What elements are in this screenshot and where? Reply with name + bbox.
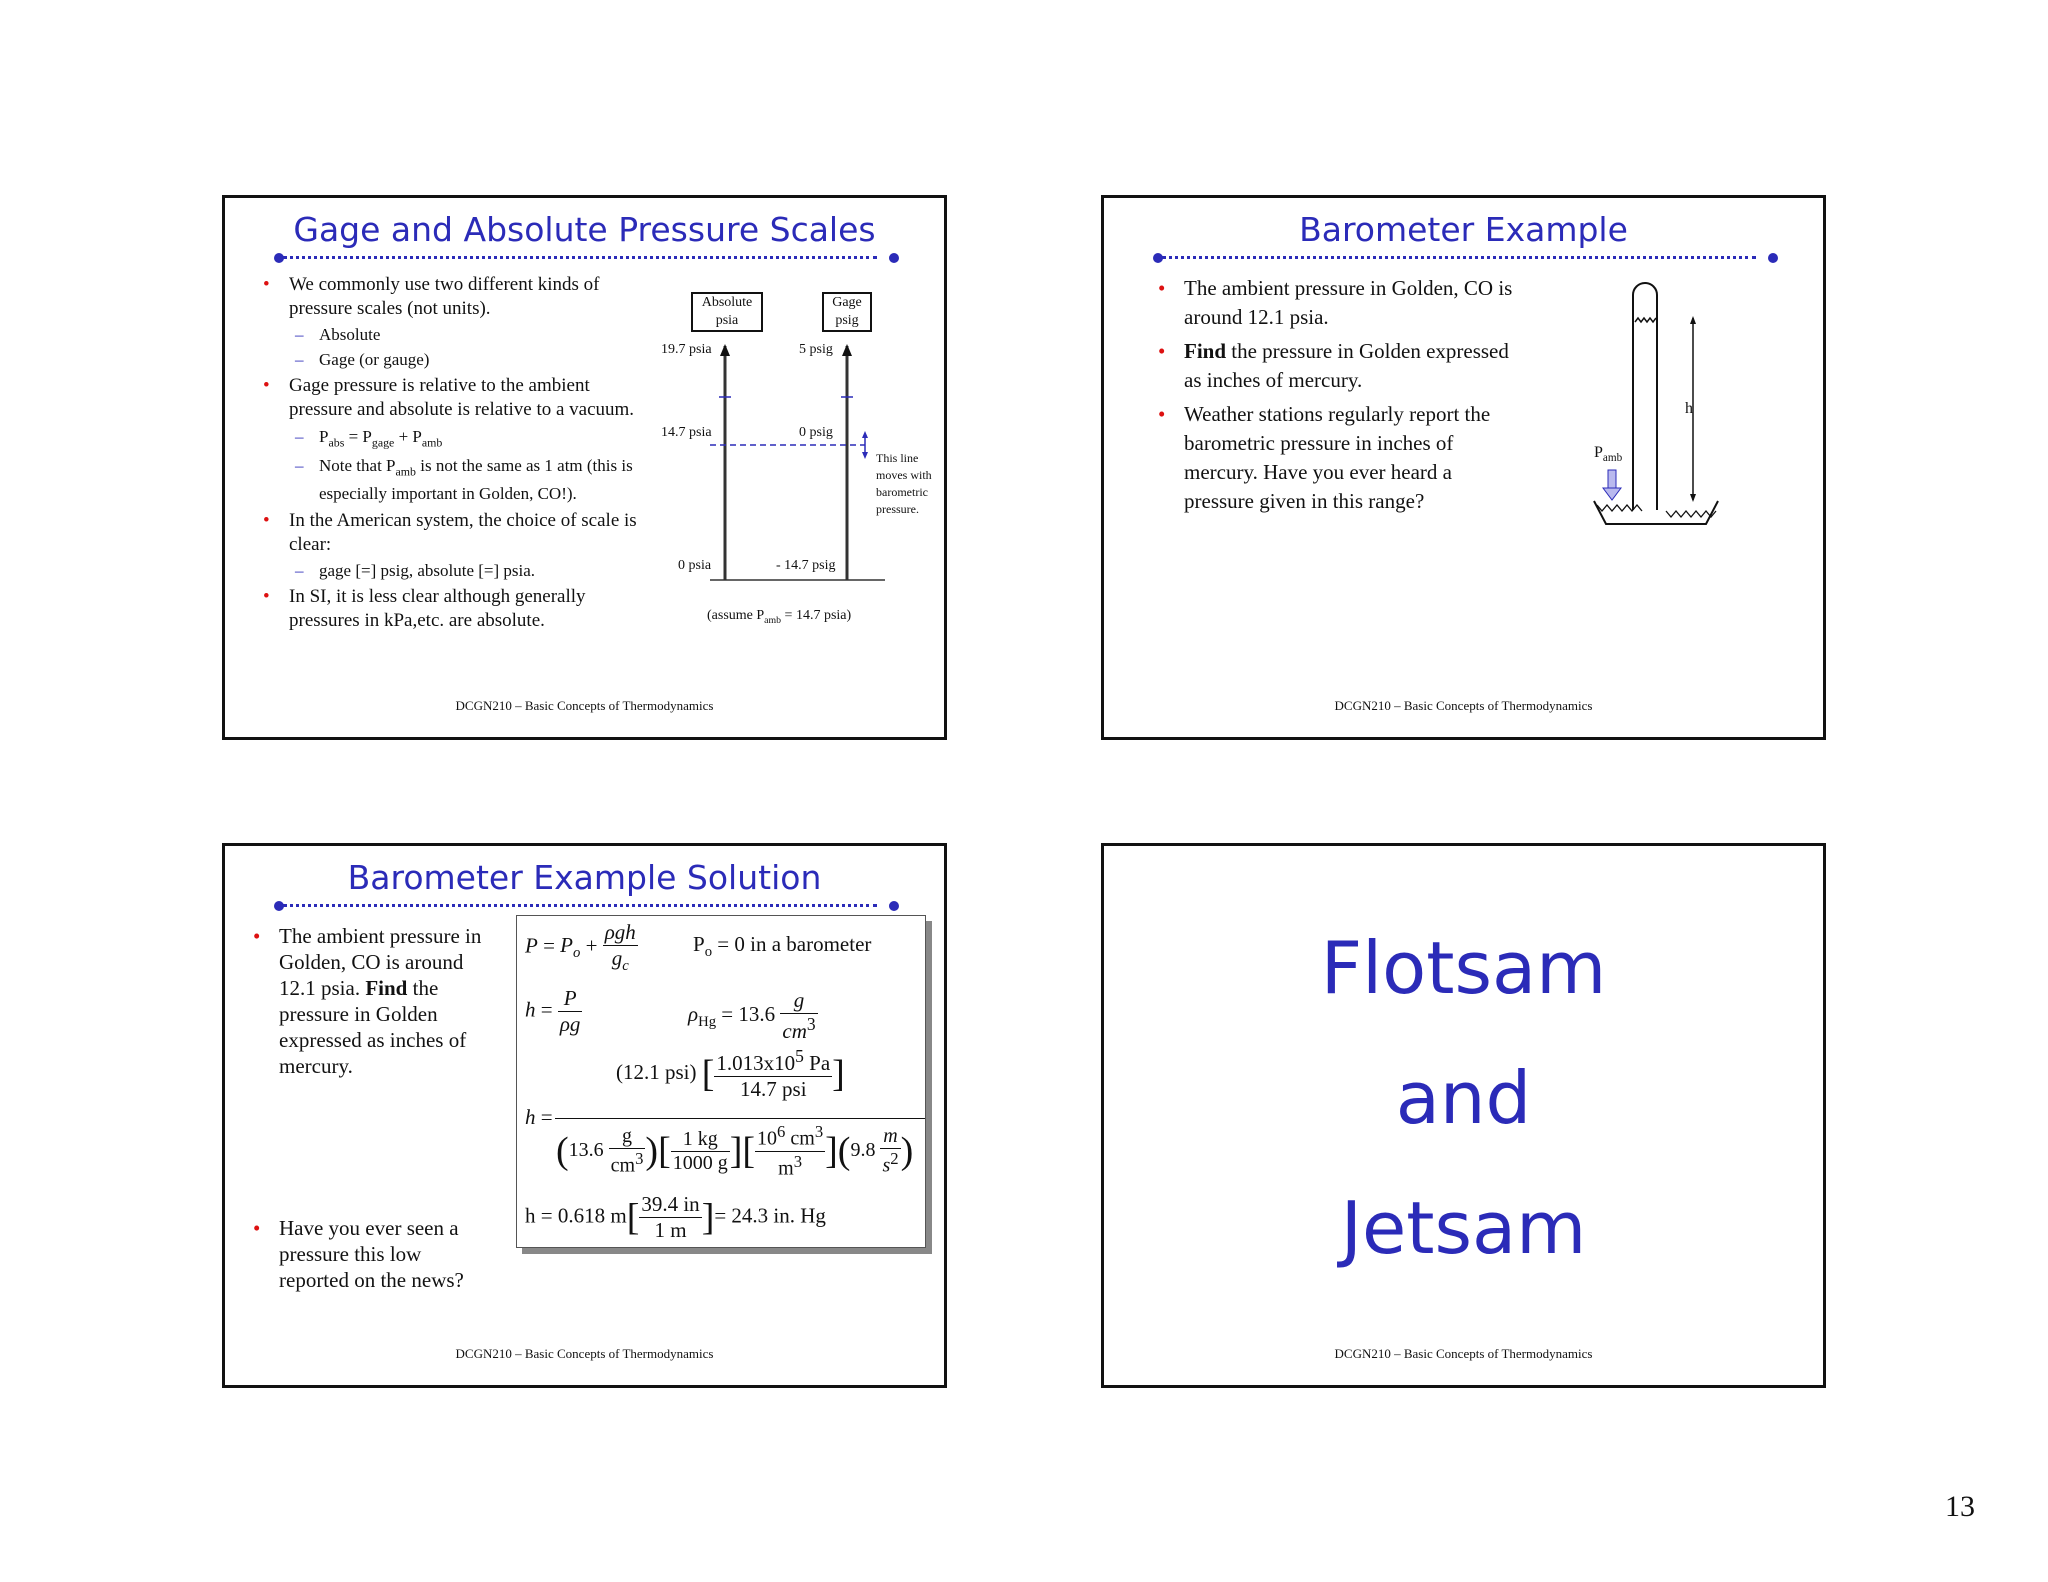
bullet: • The ambient pressure in Golden, CO is around 12.1 psia. [1154,274,1514,332]
slide-title: Barometer Example Solution [347,858,822,897]
bullet: • Have you ever seen a pressure this low reported on the news? [249,1215,489,1293]
height-arrow-bottom [1690,494,1696,502]
eq-h: h = $\frac{P}{\rho g}$ [525,986,581,1036]
eq-pressure: $P = P_o$ + $\frac{\text{ρgh}}{g_c}$ [525,920,636,975]
line-moves-note: This line moves with barometric pressure. [876,451,932,516]
slide-footer: DCGN210 – Basic Concepts of Thermodynamics [1334,698,1593,713]
label-19-7-psia: 19.7 psia [661,342,712,357]
eq-h-start: h = 0.618 m [525,1203,627,1228]
pamb-arrow-head [1603,488,1621,500]
move-arrow-down [862,452,868,459]
move-arrow-up [862,431,868,438]
eq-po-note: $P_o = 0$ in a barometer [693,932,872,961]
pressure-scale-diagram [225,198,950,743]
word-and: and [1395,1056,1532,1140]
title-rule [283,904,877,907]
pamb-arrow-shaft [1608,470,1616,490]
eq-result: = 24.3 in. Hg [714,1203,826,1228]
eq-h-label: h = [525,1105,553,1129]
find-bold: Find [365,976,408,1000]
title-rule-dot-right [889,901,899,911]
slide-title: Barometer Example [1299,210,1628,249]
eq-rho-hg: $\rho_{Hg} = 13.6$ $\frac{g}{cm^3}$ [688,988,816,1043]
absolute-scale-box: Absolute psia [691,292,763,332]
eq-h-result: h = 0.618 m[ $\frac{39.4 in}{1 m}$ ]= 24.3 in. Hg [525,1192,826,1242]
main-fraction-bar [555,1118,925,1119]
slide-barometer-example [1101,195,1826,740]
label-14-7-psia: 14.7 psia [661,425,712,440]
bullet-rest: the pressure in Golden expressed as inches of mercury. [279,976,467,1078]
eq-h-numeric-denominator: (13.6 $\frac{g}{cm^3}$ )[ $\frac{1 kg}{1000 g}$ ][ $\frac{10^6 cm^3}{m^3}$ ](9.8 $\frac{m}{s^2}$ ) [556,1122,914,1180]
slide-gage-absolute [222,195,947,740]
sub-bullet: – Gage (or gauge) [259,349,639,371]
sub-bullet: – Note that $P_{amb}$ is not the same as 1 atm (this is especially important in Golden, CO!). [259,455,639,504]
sub-bullet: – $P_{abs} = P_{gage} + P_{amb}$ [259,426,639,453]
assume-note: (assume $P_{amb} = 14.7$ psia) [707,608,852,626]
label-0-psia: 0 psia [678,558,712,573]
slide-footer: DCGN210 – Basic Concepts of Thermodynamics [455,1346,714,1361]
eq-h-numeric-numerator: (12.1 psi) [ $\frac{1.013x10^5 Pa}{\text{14.7 psi}}$ ] [616,1046,845,1101]
h-label: h [1685,400,1693,417]
bullet: • In the American system, the choice of scale is clear: [259,509,639,557]
bullet-list-bottom [249,1215,489,1293]
slide-barometer-solution [222,843,947,1388]
barometer-diagram [1104,198,1829,743]
bullet [249,923,489,1079]
sub-bullet: – gage [=] psig, absolute [=] psia. [259,560,639,582]
slide-footer: DCGN210 – Basic Concepts of Thermodynamics [455,698,714,713]
absolute-arrowhead [720,344,730,356]
slide-flotsam-jetsam [1101,843,1826,1388]
find-bold: Find [1184,339,1227,363]
sub-bullet: – Absolute [259,324,639,346]
bullet: • Gage pressure is relative to the ambient pressure and absolute is relative to a vacuum. [259,374,639,422]
bullet: • In SI, it is less clear although generally pressures in kPa,etc. are absolute. [259,585,639,633]
bullet-rest: the pressure in Golden expressed as inches of mercury. [1184,339,1509,392]
barometer-tube [1633,283,1657,510]
label-neg-14-7-psig: - 14.7 psig [776,558,836,573]
label-0-psig: 0 psig [799,425,833,440]
gage-arrowhead [842,344,852,356]
height-arrow-top [1690,316,1696,324]
word-jetsam: Jetsam [1340,1186,1587,1270]
bullet: • We commonly use two different kinds of pressure scales (not units). [259,273,639,321]
page-number: 13 [1945,1490,1975,1523]
label-5-psig: 5 psig [799,342,833,357]
bullet-list-top [249,923,489,1079]
mercury-top [1635,318,1656,322]
slide-title: Gage and Absolute Pressure Scales [293,210,876,249]
bullet: • Weather stations regularly report the barometric pressure in inches of mercury. Have you ever heard a pressure given in this range? [1154,400,1514,516]
word-flotsam: Flotsam [1320,926,1607,1010]
slide-footer: DCGN210 – Basic Concepts of Thermodynamics [1334,1346,1593,1361]
bullet-text: The ambient pressure in Golden, CO is around 12.1 psia. [279,924,482,1000]
pamb-label: $P_{amb}$ [1594,444,1623,465]
gage-scale-box: Gage psig [822,292,872,332]
